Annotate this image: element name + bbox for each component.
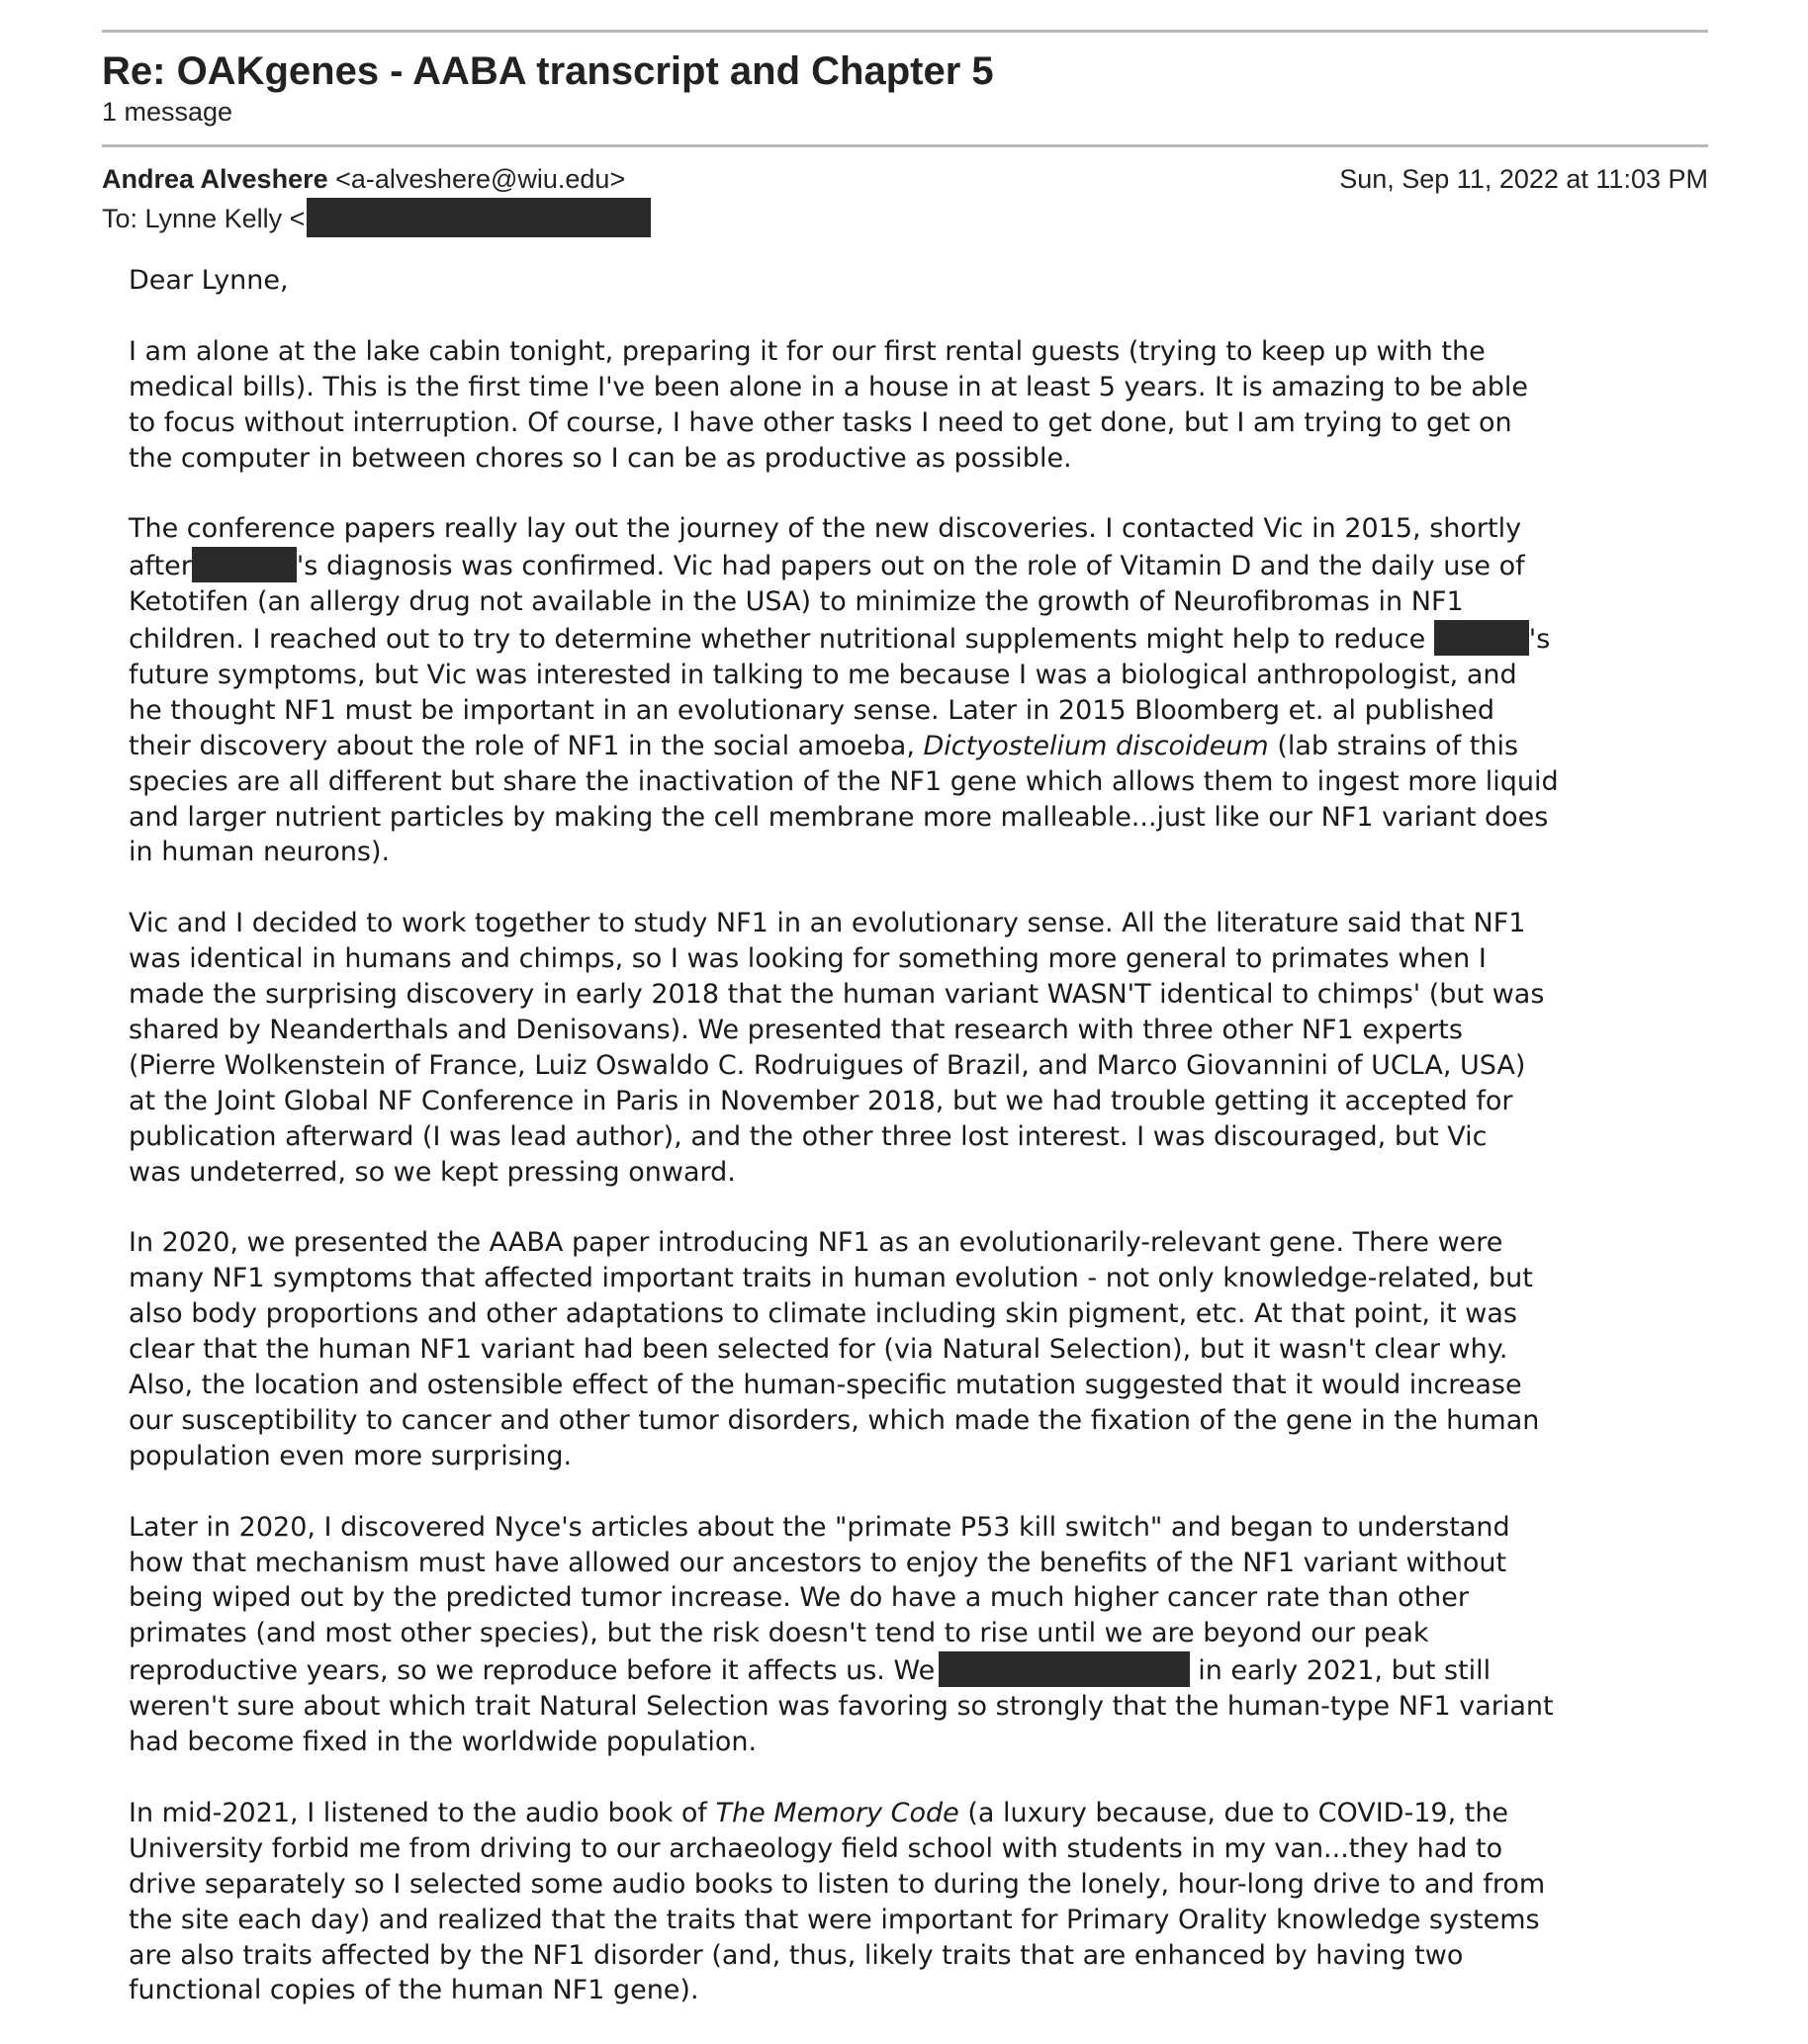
paragraph-6: In mid-2021, I listened to the audio book of The Memory Code (a luxury because, due to COVID-19, the University forbid me from driving to our archaeology field school with students in my van...they had to drive separately so I selected some audio books to listen to during the lonely, hour-long drive to and from the site each day) and realized that the traits that were important for Primary Orality knowledge systems are also traits affected by the NF1 disorder (and, thus, likely traits that are enhanced by having two functional copies of the human NF1 gene). [129,1797,1546,2006]
redacted-address [307,198,651,237]
email-body [129,263,1721,2044]
recipient-label: To: Lynne Kelly < [102,204,306,233]
sender-name: Andrea Alveshere [102,164,328,194]
email-date: Sun, Sep 11, 2022 at 11:03 PM [1339,164,1708,194]
redacted-name [1434,620,1529,656]
paragraph-5: Later in 2020, I discovered Nyce's articles about the "primate P53 kill switch" and began to understand how that mechanism must have allowed our ancestors to enjoy the benefits of the NF1 variant without being wiped out by the predicted tumor increase. We do have a much higher cancer rate than other primates (and most other species), but the risk doesn't tend to rise until we are beyond our peak reproductive years, so we reproduce before it affects us. We in early 2021, but still weren't sure about which trait Natural Selection was favoring so strongly that the human-type NF1 variant had become fixed in the worldwide population. [129,1511,1554,1758]
header-divider-top [102,30,1708,33]
recipient-line [102,198,651,237]
header-divider [102,144,1708,147]
email-subject: Re: OAKgenes - AABA transcript and Chapter 5 [102,49,994,93]
book-title: The Memory Code [715,1797,959,1828]
paragraph-4: In 2020, we presented the AABA paper introducing NF1 as an evolutionarily-relevant gene. There were many NF1 symptoms that affected important traits in human evolution - not only knowledge-related, but also body proportions and other adaptations to climate including skin pigment, etc. At that point, it was clear that the human NF1 variant had been selected for (via Natural Selection), but it wasn't clear why. Also, the location and ostensible effect of the human-specific mutation suggested that it would increase our susceptibility to cancer and other tumor disorders, which made the fixation of the gene in the human population even more surprising. [129,1227,1540,1471]
sender-address: <a-alveshere@wiu.edu> [335,164,626,194]
redacted-text [939,1651,1190,1687]
paragraph-1: I am alone at the lake cabin tonight, preparing it for our first rental guests (trying to keep up with the medical bills). This is the first time I've been alone in a house in at least 5 years. It is amazing to be able to focus without interruption. Of course, I have other tasks I need to get done, but I am trying to get on the computer in between chores so I can be as productive as possible. [129,335,1529,474]
paragraph-3: Vic and I decided to work together to study NF1 in an evolutionary sense. All the literature said that NF1 was identical in humans and chimps, so I was looking for something more general to primates when I made the surprising discovery in early 2018 that the human variant WASN'T identical to chimps' (but was shared by Neanderthals and Denisovans). We presented that research with three other NF1 experts (Pierre Wolkenstein of France, Luiz Oswaldo C. Rodruigues of Brazil, and Marco Giovannini of UCLA, USA) at the Joint Global NF Conference in Paris in November 2018, but we had trouble getting it accepted for publication afterward (I was lead author), and the other three lost interest. I was discouraged, but Vic was undeterred, so we kept pressing onward. [129,908,1545,1188]
redacted-name [192,547,297,582]
species-name: Dictyostelium discoideum [923,730,1269,761]
paragraph-2: The conference papers really lay out the journey of the new discoveries. I contacted Vic in 2015, shortly after 's diagnosis was confirmed. Vic had papers out on the role of Vitamin D and the daily use of Ketotifen (an allergy drug not available in the USA) to minimize the growth of Neurofibromas in NF1 children. I reached out to try to determine whether nutritional supplements might help to reduce 's future symptoms, but Vic was interested in talking to me because I was a biological anthropologist, and he thought NF1 must be important in an evolutionary sense. Later in 2015 Bloomberg et. al published their discovery about the role of NF1 in the social amoeba, Dictyostelium discoideum (lab strains of this species are all different but share the inactivation of the NF1 gene which allows them to ingest more liquid and larger nutrient particles by making the cell membrane more malleable...just like our NF1 variant does in human neurons). [129,513,1559,868]
greeting: Dear Lynne, [129,265,289,296]
message-count: 1 message [102,97,233,127]
sender-line [102,164,625,195]
